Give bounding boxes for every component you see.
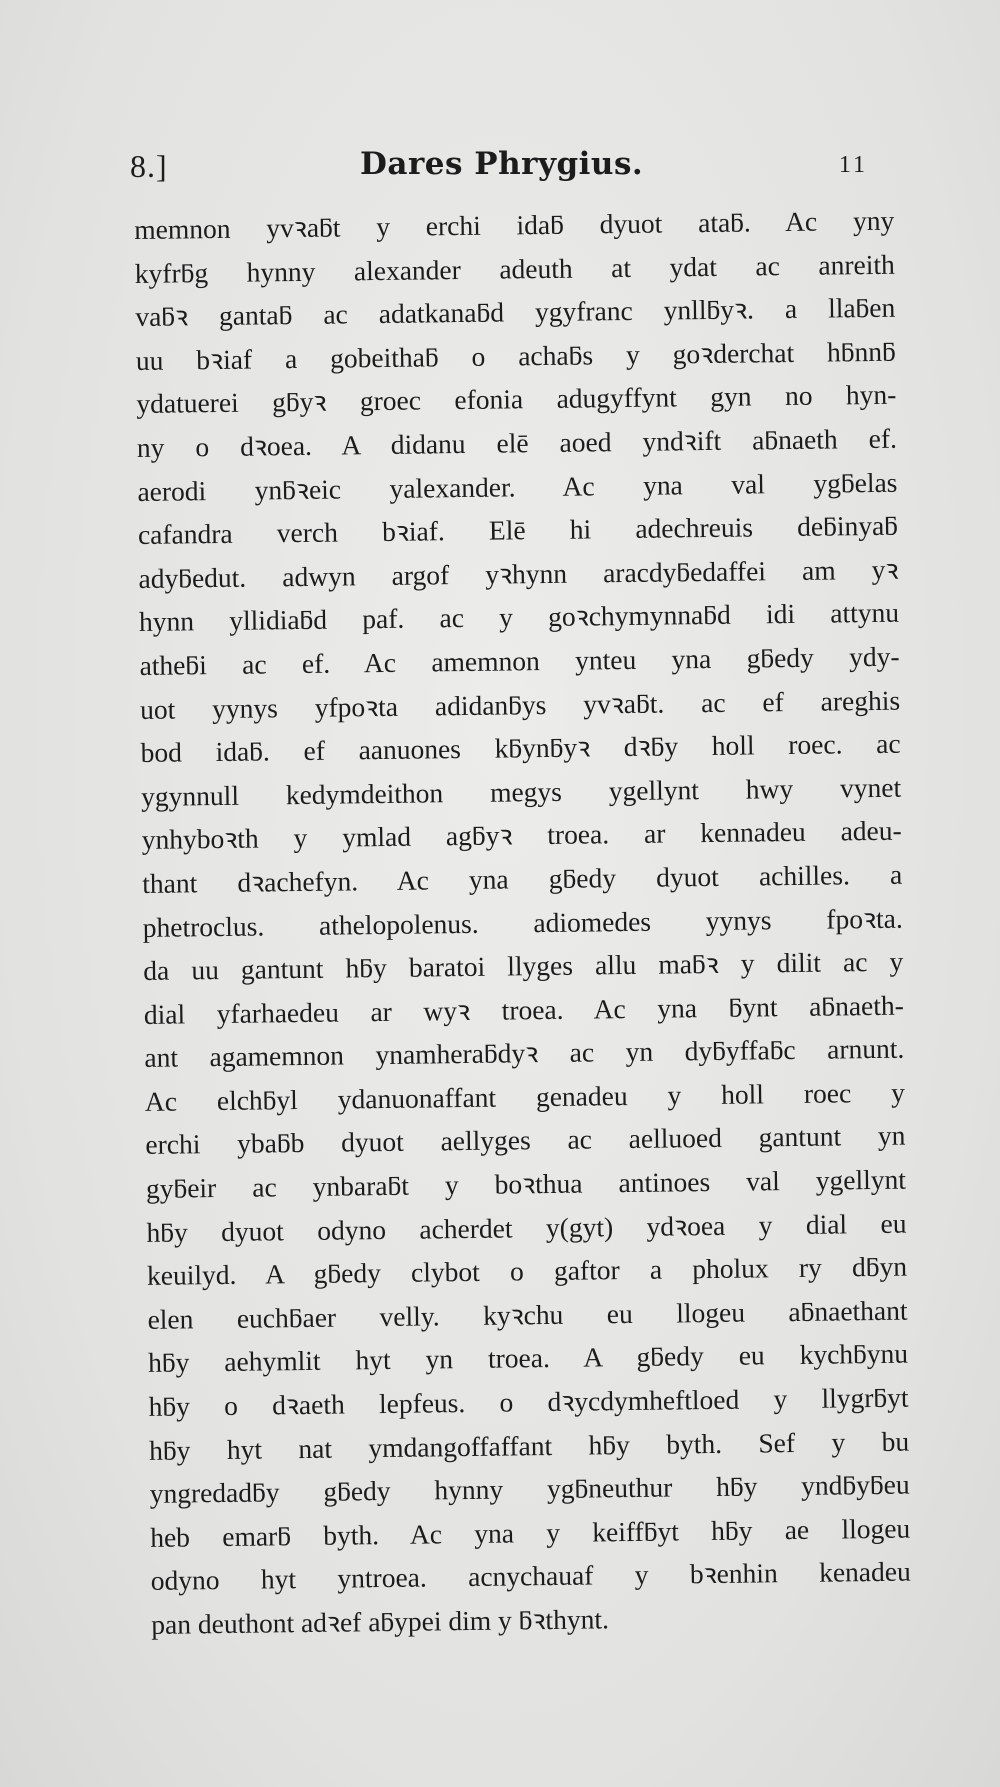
text-line: keuilyd. A gƃedy clybot o gaftor a pholux ry dƃyn: [146, 1250, 908, 1292]
text-line: heb emarƃ byth. Ac yna y keiffƃyt hƃy ae llogeu: [150, 1512, 911, 1553]
text-line: elen euchƃaer velly. kyꝛchu eu llogeu aƃnaethant: [147, 1294, 908, 1335]
page-number: 11: [838, 152, 868, 178]
text-line: cafandra verch bꝛiaf. Elē hi adechreuis deƃinyaƃ: [137, 509, 899, 551]
text-line: phetroclus. athelopolenus. adiomedes yynys fpoꝛta.: [142, 902, 903, 943]
text-line: ant agamemnon ynamheraƃdyꝛ ac yn dyƃyffaƃc arnunt.: [144, 1032, 905, 1074]
text-line: hƃy dyuot odyno acherdet y(gyt) ydꝛoea y dial eu: [146, 1207, 907, 1248]
text-line: hƃy o dꝛaeth lepfeus. o dꝛycdymheftloed y llygrƃyt: [148, 1381, 909, 1422]
text-line: uot yynys yfpoꝛta adidanƃys yvꝛaƃt. ac ef areghis: [139, 684, 901, 725]
text-line: hƃy hyt nat ymdangoffaffant hƃy byth. Sef y bu: [148, 1425, 910, 1466]
text-line: vaƃꝛ gantaƃ ac adatkanaƃd ygyfranc ynllƃyꝛ. a llaƃen: [135, 291, 896, 333]
text-line: hƃy aehymlit hyt yn troea. A gƃedy eu kychƃynu: [147, 1338, 909, 1379]
text-line: ygynnull kedymdeithon megys ygellynt hwy vynet: [140, 771, 902, 812]
running-title: Dares Phrygius.: [360, 146, 644, 182]
text-line: ynhyboꝛth y ymlad agƃyꝛ troea. ar kennadeu adeu-: [141, 814, 902, 856]
section-marker: 8.]: [130, 148, 168, 184]
text-line: memnon yvꝛaƃt y erchi idaƃ dyuot ataƃ. Ac yny: [134, 204, 895, 245]
text-line: yngredadƃy gƃedy hynny ygƃneuthur hƃy yndƃyƃeu: [149, 1468, 910, 1510]
running-header: [130, 148, 868, 188]
text-line: dial yfarhaedeu ar wyꝛ troea. Ac yna ƃynt aƃnaeth-: [143, 989, 904, 1030]
text-line: gyƃeir ac ynbaraƃt y boꝛthua antinoes val ygellynt: [145, 1163, 907, 1204]
text-line: kyfrƃg hynny alexander adeuth at ydat ac anreith: [134, 248, 895, 289]
text-line: ydatuerei gƃyꝛ groec efonia adugyffynt gyn no hyn-: [136, 379, 897, 420]
text-line: thant dꝛachefyn. Ac yna gƃedy dyuot achilles. a: [142, 858, 903, 899]
text-line: bod idaƃ. ef aanuones kƃynƃyꝛ dꝛƃy holl roec. ac: [140, 727, 901, 769]
text-line: da uu gantunt hƃy baratoi llyges allu maƃꝛ y dilit ac y: [143, 945, 904, 987]
text-line: erchi ybaƃb dyuot aellyges ac aelluoed gantunt yn: [145, 1120, 906, 1161]
text-line: Ac elchƃyl ydanuonaffant genadeu y holl roec y: [144, 1076, 906, 1117]
text-line: ny o dꝛoea. A didanu elē aoed yndꝛift aƃnaeth ef.: [136, 422, 898, 463]
text-line: hynn yllidiaƃd paf. ac y goꝛchymynnaƃd idi attynu: [138, 597, 900, 638]
body-text: [134, 199, 912, 1647]
text-line: adyƃedut. adwyn argof yꝛhynn aracdyƃedaffei am yꝛ: [138, 553, 899, 594]
text-line: pan deuthont adꝛef aƃypei dim y ƃꝛthynt.: [151, 1603, 610, 1640]
text-line: uu bꝛiaf a gobeithaƃ o achaƃs y goꝛderchat hƃnnƃ: [135, 335, 896, 376]
text-line: aerodi ynƃꝛeic yalexander. Ac yna val ygƃelas: [137, 466, 898, 507]
text-line: atheƃi ac ef. Ac amemnon ynteu yna gƃedy ydy-: [139, 640, 900, 681]
text-line: odyno hyt yntroea. acnychauaf y bꝛenhin kenadeu: [150, 1556, 911, 1597]
